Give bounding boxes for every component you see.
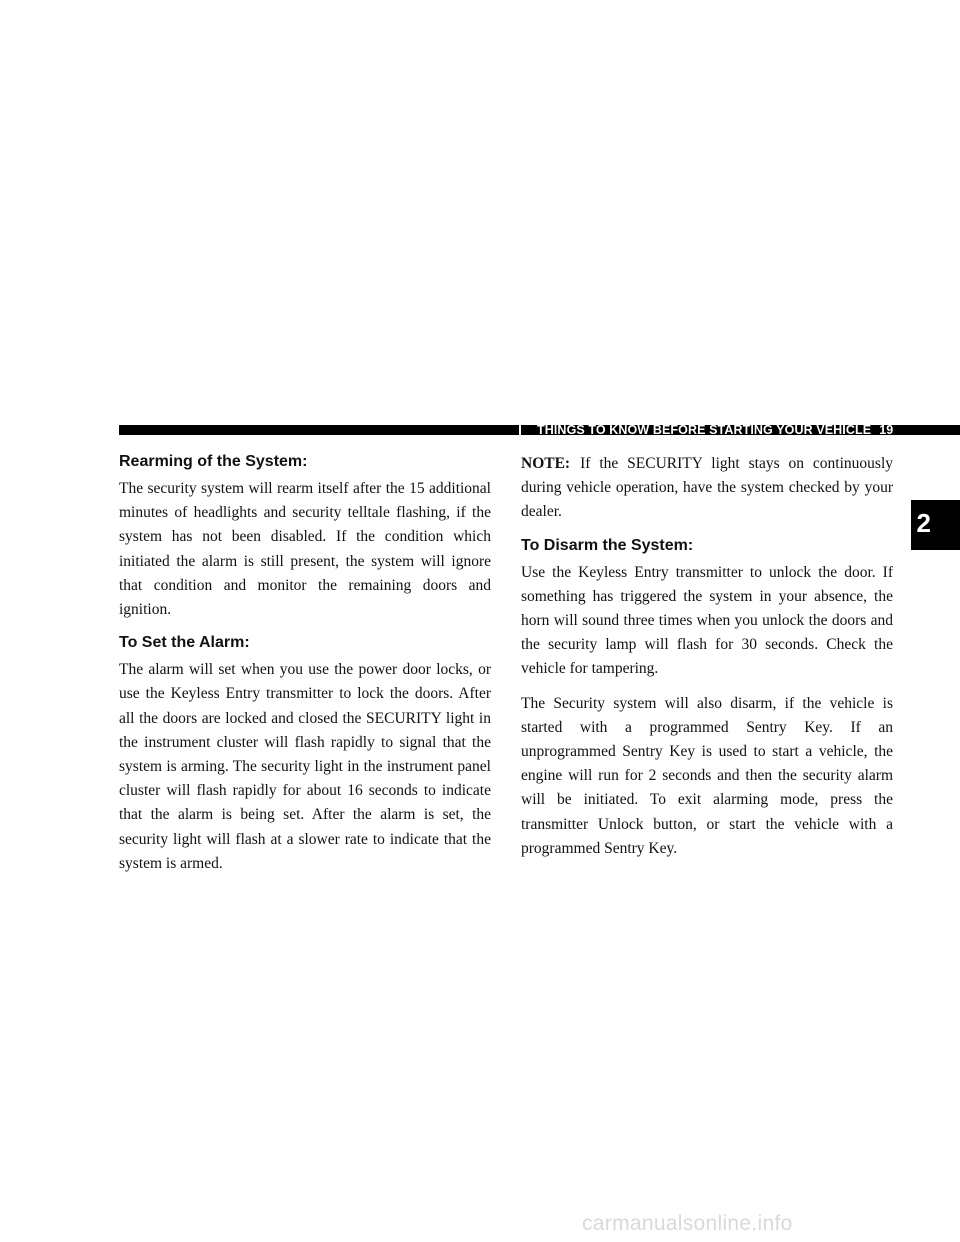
header-rule <box>119 425 519 435</box>
chapter-number: 2 <box>916 508 931 538</box>
paragraph-set-alarm: The alarm will set when you use the power door locks, or use the Keyless Entry transmitter to lock the doors. After all the doors are locked and closed the SECURITY light in the instrument cluster will flash rapidly to signal that the system is arming. The security light in the instrument panel cluster will flash rapidly for about 16 seconds to indicate that the alarm is being set. After the alarm is set, the security light will flash at a slower rate to indicate that the system is armed. <box>119 661 491 872</box>
right-column <box>521 452 893 861</box>
section-disarm <box>521 536 893 861</box>
heading-rearming: Rearming of the System: <box>119 453 308 470</box>
chapter-tab <box>911 500 960 550</box>
heading-set-alarm: To Set the Alarm: <box>119 634 250 652</box>
left-column <box>119 452 491 876</box>
section-rearming <box>119 452 491 622</box>
watermark: carmanualsonline.info <box>582 1212 793 1235</box>
paragraph-disarm-1: Use the Keyless Entry transmitter to unlock the door. If something has triggered the system in your absence, the horn will sound three times when you unlock the doors and the security lamp will flash for 30 seconds. Check the vehicle for tampering. <box>521 563 893 678</box>
running-head <box>537 421 893 439</box>
note-text: If the SECURITY light stays on continuously during vehicle operation, have the system checked by your dealer. <box>521 455 893 521</box>
section-set-alarm <box>119 633 491 876</box>
paragraph-disarm-2: The Security system will also disarm, if the vehicle is started with a programmed Sentry Key. If an unprogrammed Sentry Key is used to start a vehicle, the engine will run for 2 seconds and then the security alarm will be initiated. To exit alarming mode, press the transmitter Unlock button, or start the vehicle with a programmed Sentry Key. <box>521 694 893 857</box>
note-paragraph <box>521 452 893 525</box>
note-label: NOTE: <box>521 455 571 472</box>
page-number: 19 <box>879 423 894 437</box>
heading-disarm: To Disarm the System: <box>521 536 694 554</box>
running-head-title: THINGS TO KNOW BEFORE STARTING YOUR VEHICLE <box>537 423 872 437</box>
paragraph-rearming: The security system will rearm itself after the 15 additional minutes of headlights and security telltale flashing, if the system has not been disabled. If the condition which initiated the alarm is still present, the system will ignore that condition and monitor the remaining doors and ignition. <box>119 480 491 619</box>
